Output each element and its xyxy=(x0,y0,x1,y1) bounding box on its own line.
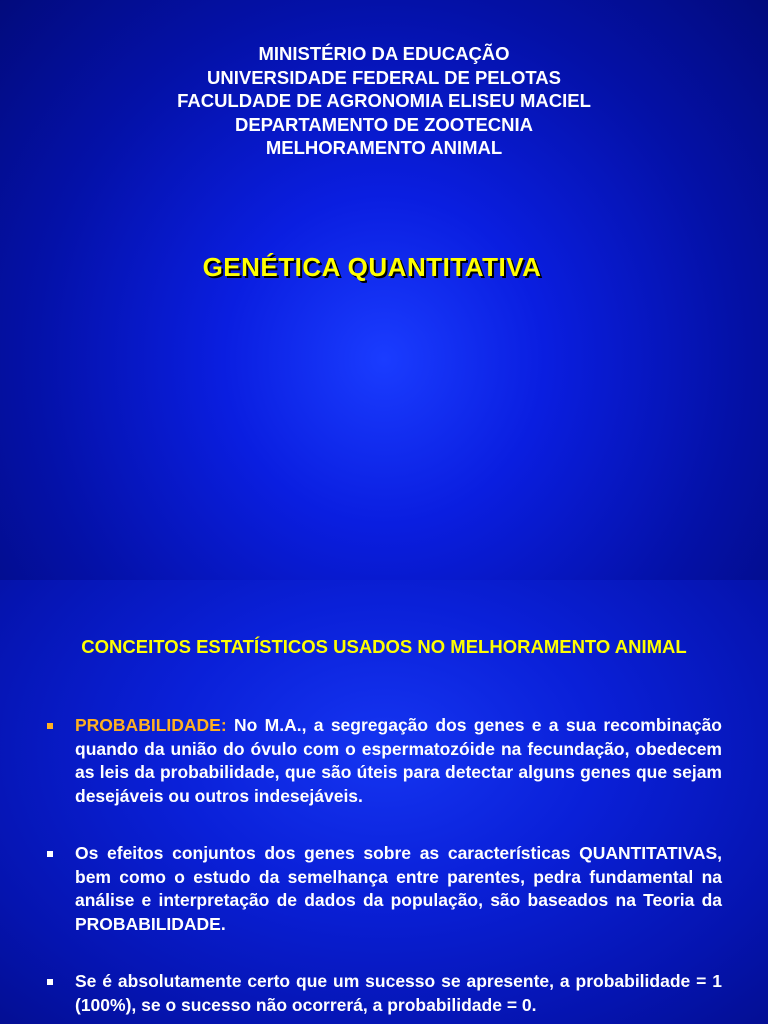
term-label: PROBABILIDADE: xyxy=(75,715,227,735)
header-line-university: UNIVERSIDADE FEDERAL DE PELOTAS xyxy=(207,66,561,88)
bullet-text: Se é absolutamente certo que um sucesso se apresente, a probabilidade = 1 (100%), se o sucesso não ocorrerá, a probabilidade = 0. xyxy=(75,971,722,1015)
bullet-text: Os efeitos conjuntos dos genes sobre as características QUANTITATIVAS, bem como o estudo da semelhança entre parentes, pedra fundamental na análise e interpretação de dados da população, são baseados na Teoria da PROBABILIDADE. xyxy=(75,843,722,934)
header-line-faculty: FACULDADE DE AGRONOMIA ELISEU MACIEL xyxy=(177,90,591,111)
square-bullet-icon xyxy=(47,851,53,857)
bullet-item-efeitos xyxy=(46,842,722,936)
header-line-ministry: MINISTÉRIO DA EDUCAÇÃO xyxy=(258,43,510,64)
header-line-course: MELHORAMENTO ANIMAL xyxy=(265,137,503,158)
content-slide xyxy=(0,580,768,1024)
bullet-text: No M.A., a segregação dos genes e a sua recombinação quando da união do óvulo com o espermatozóide na fecundação, obedecem as leis da probabilidade, que são úteis para detectar alguns genes que sejam desejáveis ou outros indesejáveis. xyxy=(75,715,722,806)
section-title: CONCEITOS ESTATÍSTICOS USADOS NO MELHORAMENTO ANIMAL xyxy=(81,636,687,657)
square-bullet-icon xyxy=(47,979,53,985)
square-bullet-icon xyxy=(47,723,53,729)
bullet-list xyxy=(46,714,722,1024)
bullet-item-sucesso xyxy=(46,970,722,1017)
bullet-item-probabilidade xyxy=(46,714,722,808)
header-line-department: DEPARTAMENTO DE ZOOTECNIA xyxy=(234,113,534,135)
institution-header xyxy=(0,42,768,160)
slide-title: GENÉTICA QUANTITATIVA xyxy=(202,252,542,282)
